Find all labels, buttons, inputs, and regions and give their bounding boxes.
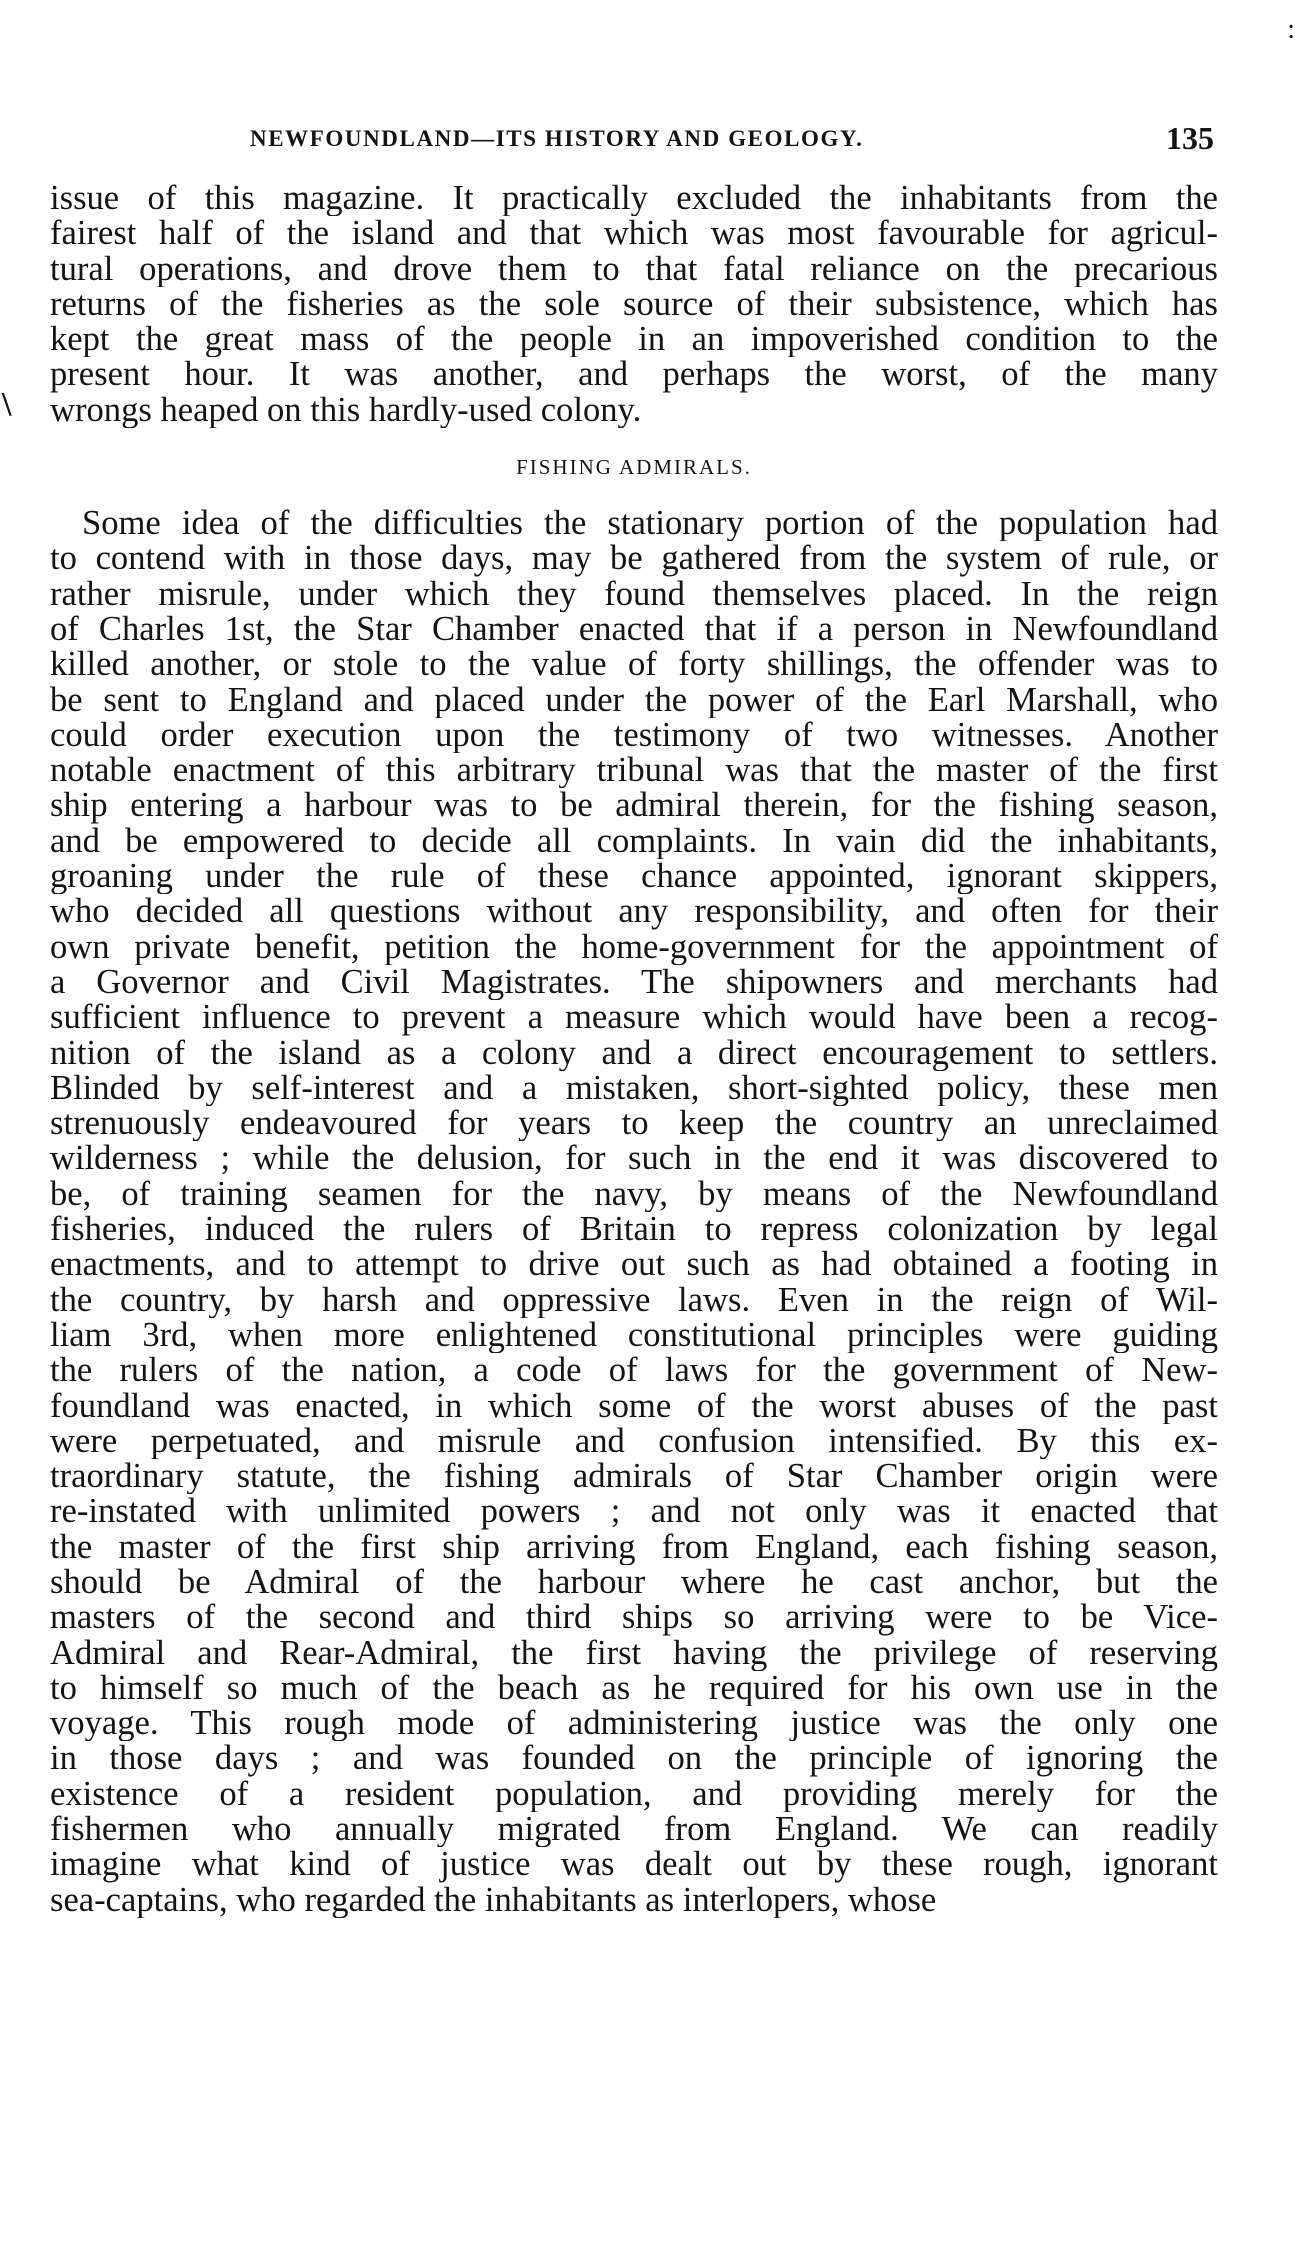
paragraph <box>50 181 1218 428</box>
text-line: should be Admiral of the harbour where he cast anchor, but the <box>50 1564 1218 1601</box>
text-line: Admiral and Rear-Admiral, the first having the privilege of reserving <box>50 1635 1218 1671</box>
text-line: Some idea of the difficulties the stationary portion of the population had <box>82 506 1218 542</box>
text-line: be sent to England and placed under the power of the Earl Marshall, who <box>50 682 1218 718</box>
text-line: of Charles 1st, the Star Chamber enacted that if a person in Newfoundland <box>50 611 1218 648</box>
text-line: own private benefit, petition the home-government for the appointment of <box>50 929 1218 965</box>
text-line: wrongs heaped on this hardly-used colony. <box>50 392 642 429</box>
text-line: foundland was enacted, in which some of the worst abuses of the past <box>50 1388 1218 1424</box>
text-line: traordinary statute, the fishing admirals of Star Chamber origin were <box>50 1459 1218 1495</box>
text-line: imagine what kind of justice was dealt out by these rough, ignorant <box>50 1847 1218 1883</box>
text-line: voyage. This rough mode of administering justice was the only one <box>50 1706 1218 1742</box>
page-header <box>54 120 1214 166</box>
text-line: notable enactment of this arbitrary tribunal was that the master of the first <box>50 753 1218 789</box>
text-line: the master of the first ship arriving from England, each fishing season, <box>50 1529 1218 1565</box>
text-line: who decided all questions without any responsibility, and often for their <box>50 894 1218 930</box>
section-heading: FISHING ADMIRALS. <box>516 455 752 480</box>
text-line: groaning under the rule of these chance appointed, ignorant skippers, <box>50 859 1218 895</box>
text-line: to contend with in those days, may be gathered from the system of rule, or <box>50 541 1218 577</box>
running-head: NEWFOUNDLAND—ITS HISTORY AND GEOLOGY. <box>250 126 864 151</box>
margin-mark: \ <box>2 386 12 423</box>
page-number: 135 <box>1166 120 1214 156</box>
edge-mark: : <box>1287 14 1295 45</box>
text-line: existence of a resident population, and providing merely for the <box>50 1776 1218 1813</box>
text-line: tural operations, and drove them to that fatal reliance on the precarious <box>50 251 1218 287</box>
text-line: rather misrule, under which they found themselves placed. In the reign <box>50 576 1218 612</box>
text-line: a Governor and Civil Magistrates. The shipowners and merchants had <box>50 964 1218 1001</box>
text-line: killed another, or stole to the value of forty shillings, the offender was to <box>50 647 1218 683</box>
text-line: and be empowered to decide all complaints. In vain did the inhabitants, <box>50 823 1218 860</box>
text-line: in those days ; and was founded on the principle of ignoring the <box>50 1741 1218 1777</box>
body-text <box>50 181 1218 1918</box>
text-line: nition of the island as a colony and a direct encouragement to settlers. <box>50 1035 1218 1071</box>
text-line: to himself so much of the beach as he required for his own use in the <box>50 1670 1218 1707</box>
text-line: wilderness ; while the delusion, for such in the end it was discovered to <box>50 1141 1218 1177</box>
text-line: issue of this magazine. It practically excluded the inhabitants from the <box>50 181 1218 217</box>
text-line: could order execution upon the testimony of two witnesses. Another <box>50 717 1218 754</box>
text-line: present hour. It was another, and perhaps the worst, of the many <box>50 357 1218 393</box>
text-line: liam 3rd, when more enlightened constitutional principles were guiding <box>50 1317 1218 1354</box>
text-line: the rulers of the nation, a code of laws for the government of New- <box>50 1353 1218 1389</box>
text-line: returns of the fisheries as the sole source of their subsistence, which has <box>50 286 1218 323</box>
text-line: kept the great mass of the people in an impoverished condition to the <box>50 322 1218 358</box>
text-line: masters of the second and third ships so arriving were to be Vice- <box>50 1600 1218 1636</box>
text-line: strenuously endeavoured for years to keep the country an unreclaimed <box>50 1106 1218 1142</box>
text-line: re-instated with unlimited powers ; and not only was it enacted that <box>50 1494 1218 1530</box>
text-line: sufficient influence to prevent a measure which would have been a recog- <box>50 1000 1218 1036</box>
text-line: were perpetuated, and misrule and confusion intensified. By this ex- <box>50 1423 1218 1460</box>
text-line: fisheries, induced the rulers of Britain to repress colonization by legal <box>50 1212 1218 1248</box>
text-line: enactments, and to attempt to drive out such as had obtained a footing in <box>50 1247 1218 1283</box>
text-line: ship entering a harbour was to be admiral therein, for the fishing season, <box>50 788 1218 824</box>
text-line: Blinded by self-interest and a mistaken, short-sighted policy, these men <box>50 1070 1218 1107</box>
text-line: the country, by harsh and oppressive laws. Even in the reign of Wil- <box>50 1282 1218 1318</box>
paragraph <box>50 506 1218 1918</box>
text-line: be, of training seamen for the navy, by means of the Newfoundland <box>50 1176 1218 1213</box>
text-line: fishermen who annually migrated from England. We can readily <box>50 1812 1218 1848</box>
text-line: fairest half of the island and that which was most favourable for agricul- <box>50 216 1218 252</box>
text-line: sea-captains, who regarded the inhabitants as interlopers, whose <box>50 1882 937 1918</box>
